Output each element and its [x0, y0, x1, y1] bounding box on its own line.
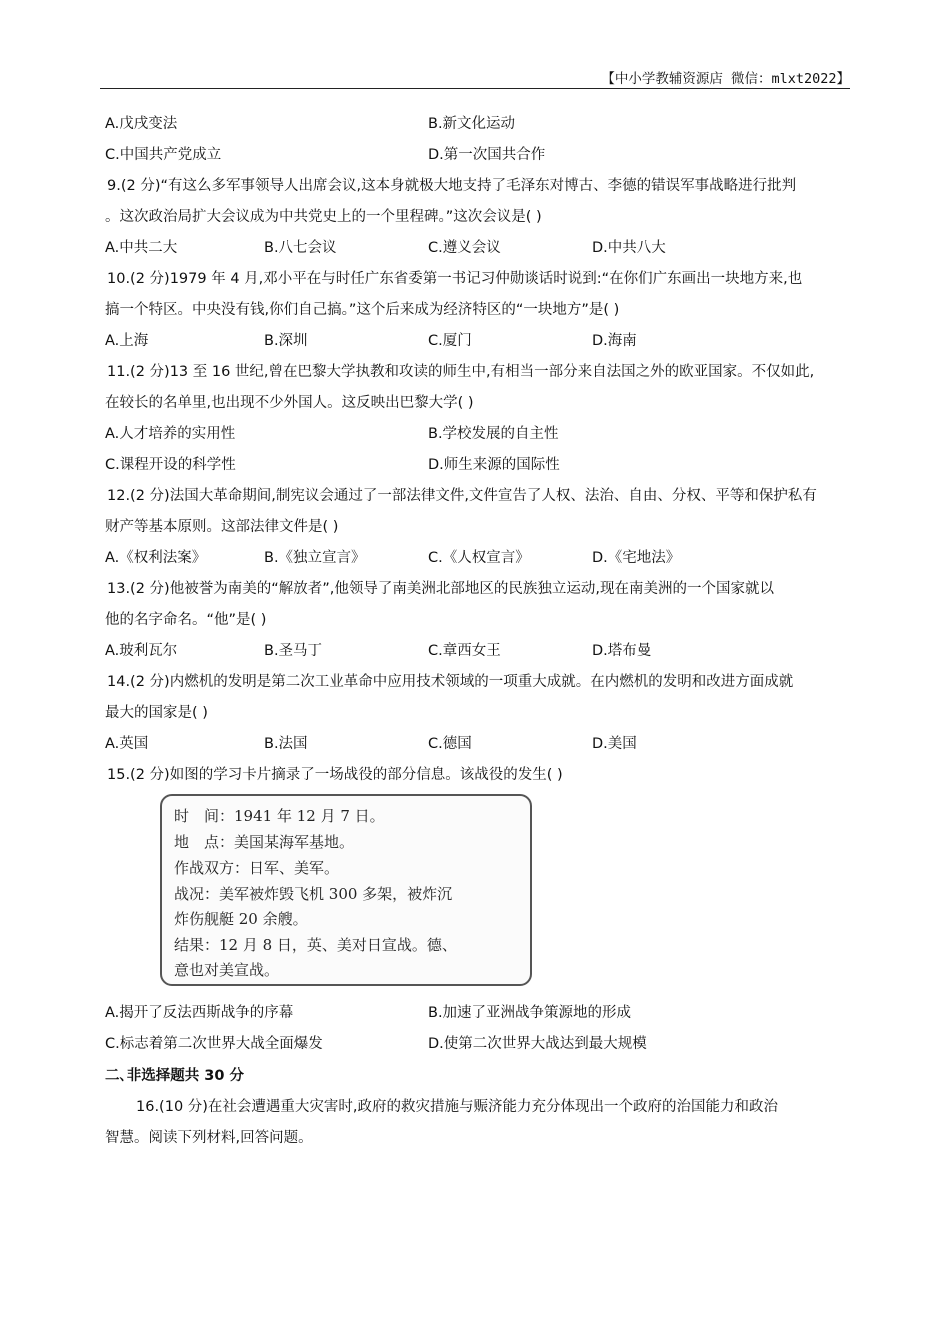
q10-option-a: A.上海	[105, 333, 149, 349]
page-header	[100, 66, 850, 89]
q14-stem-line1: 14.(2 分)内燃机的发明是第二次工业革命中应用技术领域的一项重大成就。在内燃机的发明和改进方面成就	[107, 674, 794, 690]
q12-stem-line1: 12.(2 分)法国大革命期间,制宪议会通过了一部法律文件,文件宣告了人权、法治、自由、分权、平等和保护私有	[107, 488, 817, 504]
q12-option-b: B.《独立宣言》	[264, 550, 366, 566]
card-line-result: 结果：12 月 8 日，英、美对日宣战。德、	[174, 936, 457, 954]
study-card	[160, 794, 532, 986]
q10-stem-line1: 10.(2 分)1979 年 4 月,邓小平在与时任广东省委第一书记习仲勋谈话时说到:“在你们广东画出一块地方来,也	[107, 271, 803, 287]
card-line-battle: 战况：美军被炸毁飞机 300 多架，被炸沉	[174, 885, 453, 903]
q13-option-b: B.圣马丁	[264, 643, 323, 659]
q15-stem: 15.(2 分)如图的学习卡片摘录了一场战役的部分信息。该战役的发生( )	[107, 767, 563, 783]
card-line-place: 地 点：美国某海军基地。	[174, 833, 355, 851]
q12-option-d: D.《宅地法》	[592, 550, 681, 566]
q11-option-b: B.学校发展的自主性	[428, 426, 559, 442]
q13-option-c: C.章西女王	[428, 643, 501, 659]
section-title: 二､非选择题共 30 分	[105, 1068, 245, 1084]
q8-option-b: B.新文化运动	[428, 116, 516, 132]
q12-option-a: A.《权利法案》	[105, 550, 207, 566]
q16-stem-line2: 智慧。阅读下列材料,回答问题。	[105, 1130, 313, 1146]
card-line-battle-cont: 炸伤舰艇 20 余艘。	[174, 910, 308, 928]
card-line-time: 时 间：1941 年 12 月 7 日。	[174, 807, 385, 825]
q13-stem-line2: 他的名字命名。“他”是( )	[105, 612, 267, 628]
q12-stem-line2: 财产等基本原则。这部法律文件是( )	[105, 519, 339, 535]
q12-option-c: C.《人权宣言》	[428, 550, 530, 566]
header-source: 【中小学教辅资源店 微信：mlxt2022】	[601, 71, 850, 87]
q8-option-a: A.戊戌变法	[105, 116, 178, 132]
q11-option-d: D.师生来源的国际性	[428, 457, 560, 473]
q13-option-d: D.塔布曼	[592, 643, 652, 659]
q9-stem-line2: 。这次政治局扩大会议成为中共党史上的一个里程碑。”这次会议是( )	[105, 209, 542, 225]
q15-option-a: A.揭开了反法西斯战争的序幕	[105, 1005, 294, 1021]
q11-stem-line1: 11.(2 分)13 至 16 世纪,曾在巴黎大学执教和攻读的师生中,有相当一部分来自法国之外的欧亚国家。不仅如此,	[107, 364, 815, 380]
q9-option-d: D.中共八大	[592, 240, 666, 256]
q8-option-d: D.第一次国共合作	[428, 147, 546, 163]
q11-option-a: A.人才培养的实用性	[105, 426, 236, 442]
q13-stem-line1: 13.(2 分)他被誉为南美的“解放者”,他领导了南美洲北部地区的民族独立运动,现在南美洲的一个国家就以	[107, 581, 774, 597]
q11-option-c: C.课程开设的科学性	[105, 457, 236, 473]
q10-stem-line2: 搞一个特区。中央没有钱,你们自己搞。”这个后来成为经济特区的“一块地方”是( )	[105, 302, 620, 318]
card-line-sides: 作战双方：日军、美军。	[174, 859, 340, 877]
q10-option-d: D.海南	[592, 333, 637, 349]
q9-option-c: C.遵义会议	[428, 240, 501, 256]
q14-option-c: C.德国	[428, 736, 472, 752]
card-line-result-cont: 意也对美宣战。	[174, 961, 280, 979]
q11-stem-line2: 在较长的名单里,也出现不少外国人。这反映出巴黎大学( )	[105, 395, 474, 411]
q8-option-c: C.中国共产党成立	[105, 147, 222, 163]
q10-option-b: B.深圳	[264, 333, 308, 349]
q14-option-b: B.法国	[264, 736, 308, 752]
q16-stem-line1: 16.(10 分)在社会遭遇重大灾害时,政府的救灾措施与赈济能力充分体现出一个政府的治国能力和政治	[136, 1099, 779, 1115]
q15-option-c: C.标志着第二次世界大战全面爆发	[105, 1036, 323, 1052]
q15-option-b: B.加速了亚洲战争策源地的形成	[428, 1005, 632, 1021]
q14-stem-line2: 最大的国家是( )	[105, 705, 208, 721]
q13-option-a: A.玻利瓦尔	[105, 643, 178, 659]
q9-stem-line1: 9.(2 分)“有这么多军事领导人出席会议,这本身就极大地支持了毛泽东对博古、李德的错误军事战略进行批判	[107, 178, 797, 194]
q14-option-a: A.英国	[105, 736, 149, 752]
q14-option-d: D.美国	[592, 736, 637, 752]
q9-option-a: A.中共二大	[105, 240, 178, 256]
q10-option-c: C.厦门	[428, 333, 472, 349]
q9-option-b: B.八七会议	[264, 240, 337, 256]
q15-option-d: D.使第二次世界大战达到最大规模	[428, 1036, 647, 1052]
